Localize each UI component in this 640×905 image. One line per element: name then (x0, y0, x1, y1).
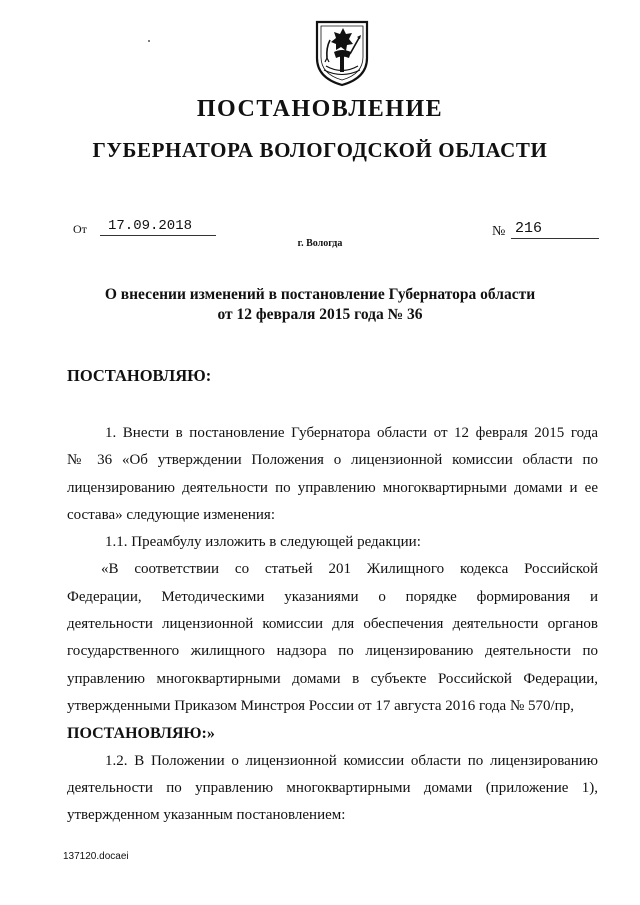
body-line: управлению многоквартирными домами в субъекте Российской Федерации, (67, 670, 598, 687)
body-line: лицензированию деятельности по управлению многоквартирными домами и ее (67, 479, 598, 496)
document-subject (0, 285, 640, 325)
footer-file-name: 137120.docaei (63, 851, 129, 862)
body-line: утвержденном указанным постановлением: (67, 807, 346, 824)
subject-line: от 12 февраля 2015 года № 36 (217, 306, 423, 323)
number-label: № (492, 224, 506, 239)
body-line: 1.1. Преамбулу изложить в следующей редакции: (105, 534, 421, 551)
body-line: № 36 «Об утверждении Положения о лицензионной комиссии области по (67, 452, 598, 469)
date-value: 17.09.2018 (100, 218, 216, 236)
body-line: государственного жилищного надзора по лицензированию деятельности по (67, 643, 598, 660)
date-label: От (73, 222, 87, 236)
city-label: г. Вологда (297, 238, 343, 249)
body-line: 1. Внести в постановление Губернатора области от 12 февраля 2015 года (105, 425, 598, 441)
document-title: ПОСТАНОВЛЕНИЕ (196, 96, 444, 122)
body-line: «В соответствии со статьей 201 Жилищного кодекса Российской (101, 561, 598, 578)
body-line: состава» следующие изменения: (67, 506, 276, 523)
body-line: деятельности по управлению многоквартирными домами (приложение 1), (67, 779, 598, 796)
vologda-coat-of-arms-icon (313, 18, 371, 88)
number-value: 216 (511, 220, 599, 239)
scan-speck (148, 40, 150, 42)
document-subtitle: ГУБЕРНАТОРА ВОЛОГОДСКОЙ ОБЛАСТИ (92, 138, 548, 162)
decree-heading: ПОСТАНОВЛЯЮ: (67, 366, 212, 385)
body-line: Федерации, Методическими указаниями о порядке формирования и (67, 588, 598, 605)
body-line: 1.2. В Положении о лицензионной комиссии области по лицензированию (105, 752, 598, 769)
subject-line: О внесении изменений в постановление Губернатора области (104, 286, 536, 303)
body-line: утвержденными Приказом Минстроя России от 17 августа 2016 года № 570/пр, (67, 697, 574, 714)
body-line: ПОСТАНОВЛЯЮ:» (67, 725, 215, 743)
body-line: деятельности лицензионной комиссии для обеспечения деятельности органов (67, 616, 598, 633)
document-body (67, 420, 598, 829)
